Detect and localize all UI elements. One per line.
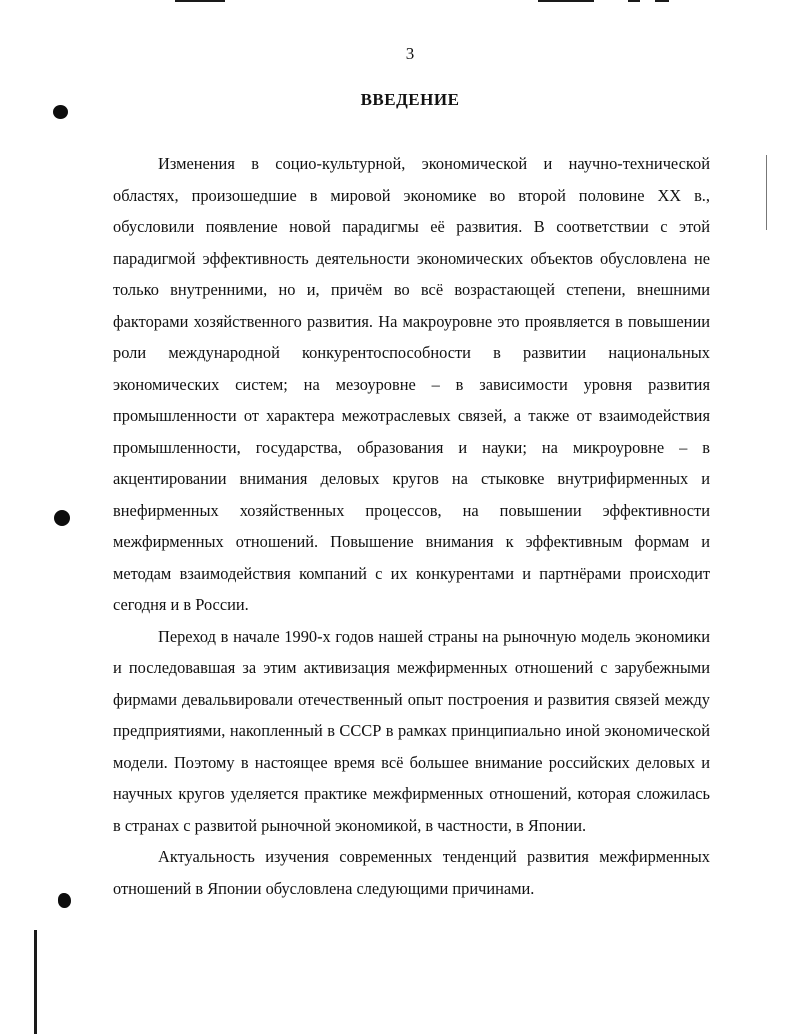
scan-edge-mark xyxy=(538,0,594,2)
punch-hole-mark xyxy=(58,893,71,908)
paragraph: Изменения в социо-культурной, экономической и научно-технической областях, произошедшие в мировой экономике во второй половине XX в., обусловили появление новой парадигмы её развития. В соответствии с этой парадигмой эффективность деятельности экономических объектов обусловлена не только внутренними, но и, причём во всё возрастающей степени, внешними факторами хозяйственного развития. На макроуровне это проявляется в повышении роли международной конкурентоспособности в развитии национальных экономических систем; на мезоуровне – в зависимости уровня развития промышленности от характера межотраслевых связей, а также от взаимодействия промышленности, государства, образования и науки; на микроуровне – в акцентировании внимания деловых кругов на стыковке внутрифирменных и внефирменных хозяйственных процессов, на повышении эффективности межфирменных отношений. Повышение внимания к эффективным формам и методам взаимодействия компаний с их конкурентами и партнёрами происходит сегодня и в России. xyxy=(113,154,710,614)
body-text xyxy=(113,148,710,904)
scan-edge-mark xyxy=(175,0,225,2)
paragraph: Переход в начале 1990-х годов нашей страны на рыночную модель экономики и последовавшая за этим активизация межфирменных отношений с зарубежными фирмами девальвировали отечественный опыт построения и развития связей между предприятиями, накопленный в СССР в рамках принципиально иной экономической модели. Поэтому в настоящее время всё большее внимание российских деловых и научных кругов уделяется практике межфирменных отношений, которая сложилась в странах с развитой рыночной экономикой, в частности, в Японии. xyxy=(113,626,710,835)
scan-binding-edge xyxy=(34,930,37,1034)
scan-edge-mark xyxy=(655,0,669,2)
punch-hole-mark xyxy=(54,510,70,526)
section-heading: ВВЕДЕНИЕ xyxy=(360,90,460,109)
scan-edge-mark xyxy=(628,0,640,2)
scan-margin-line xyxy=(766,155,767,230)
paragraph: Актуальность изучения современных тенденций развития межфирменных отношений в Японии обусловлена следующими причинами. xyxy=(113,847,710,898)
page-number: 3 xyxy=(405,44,415,63)
